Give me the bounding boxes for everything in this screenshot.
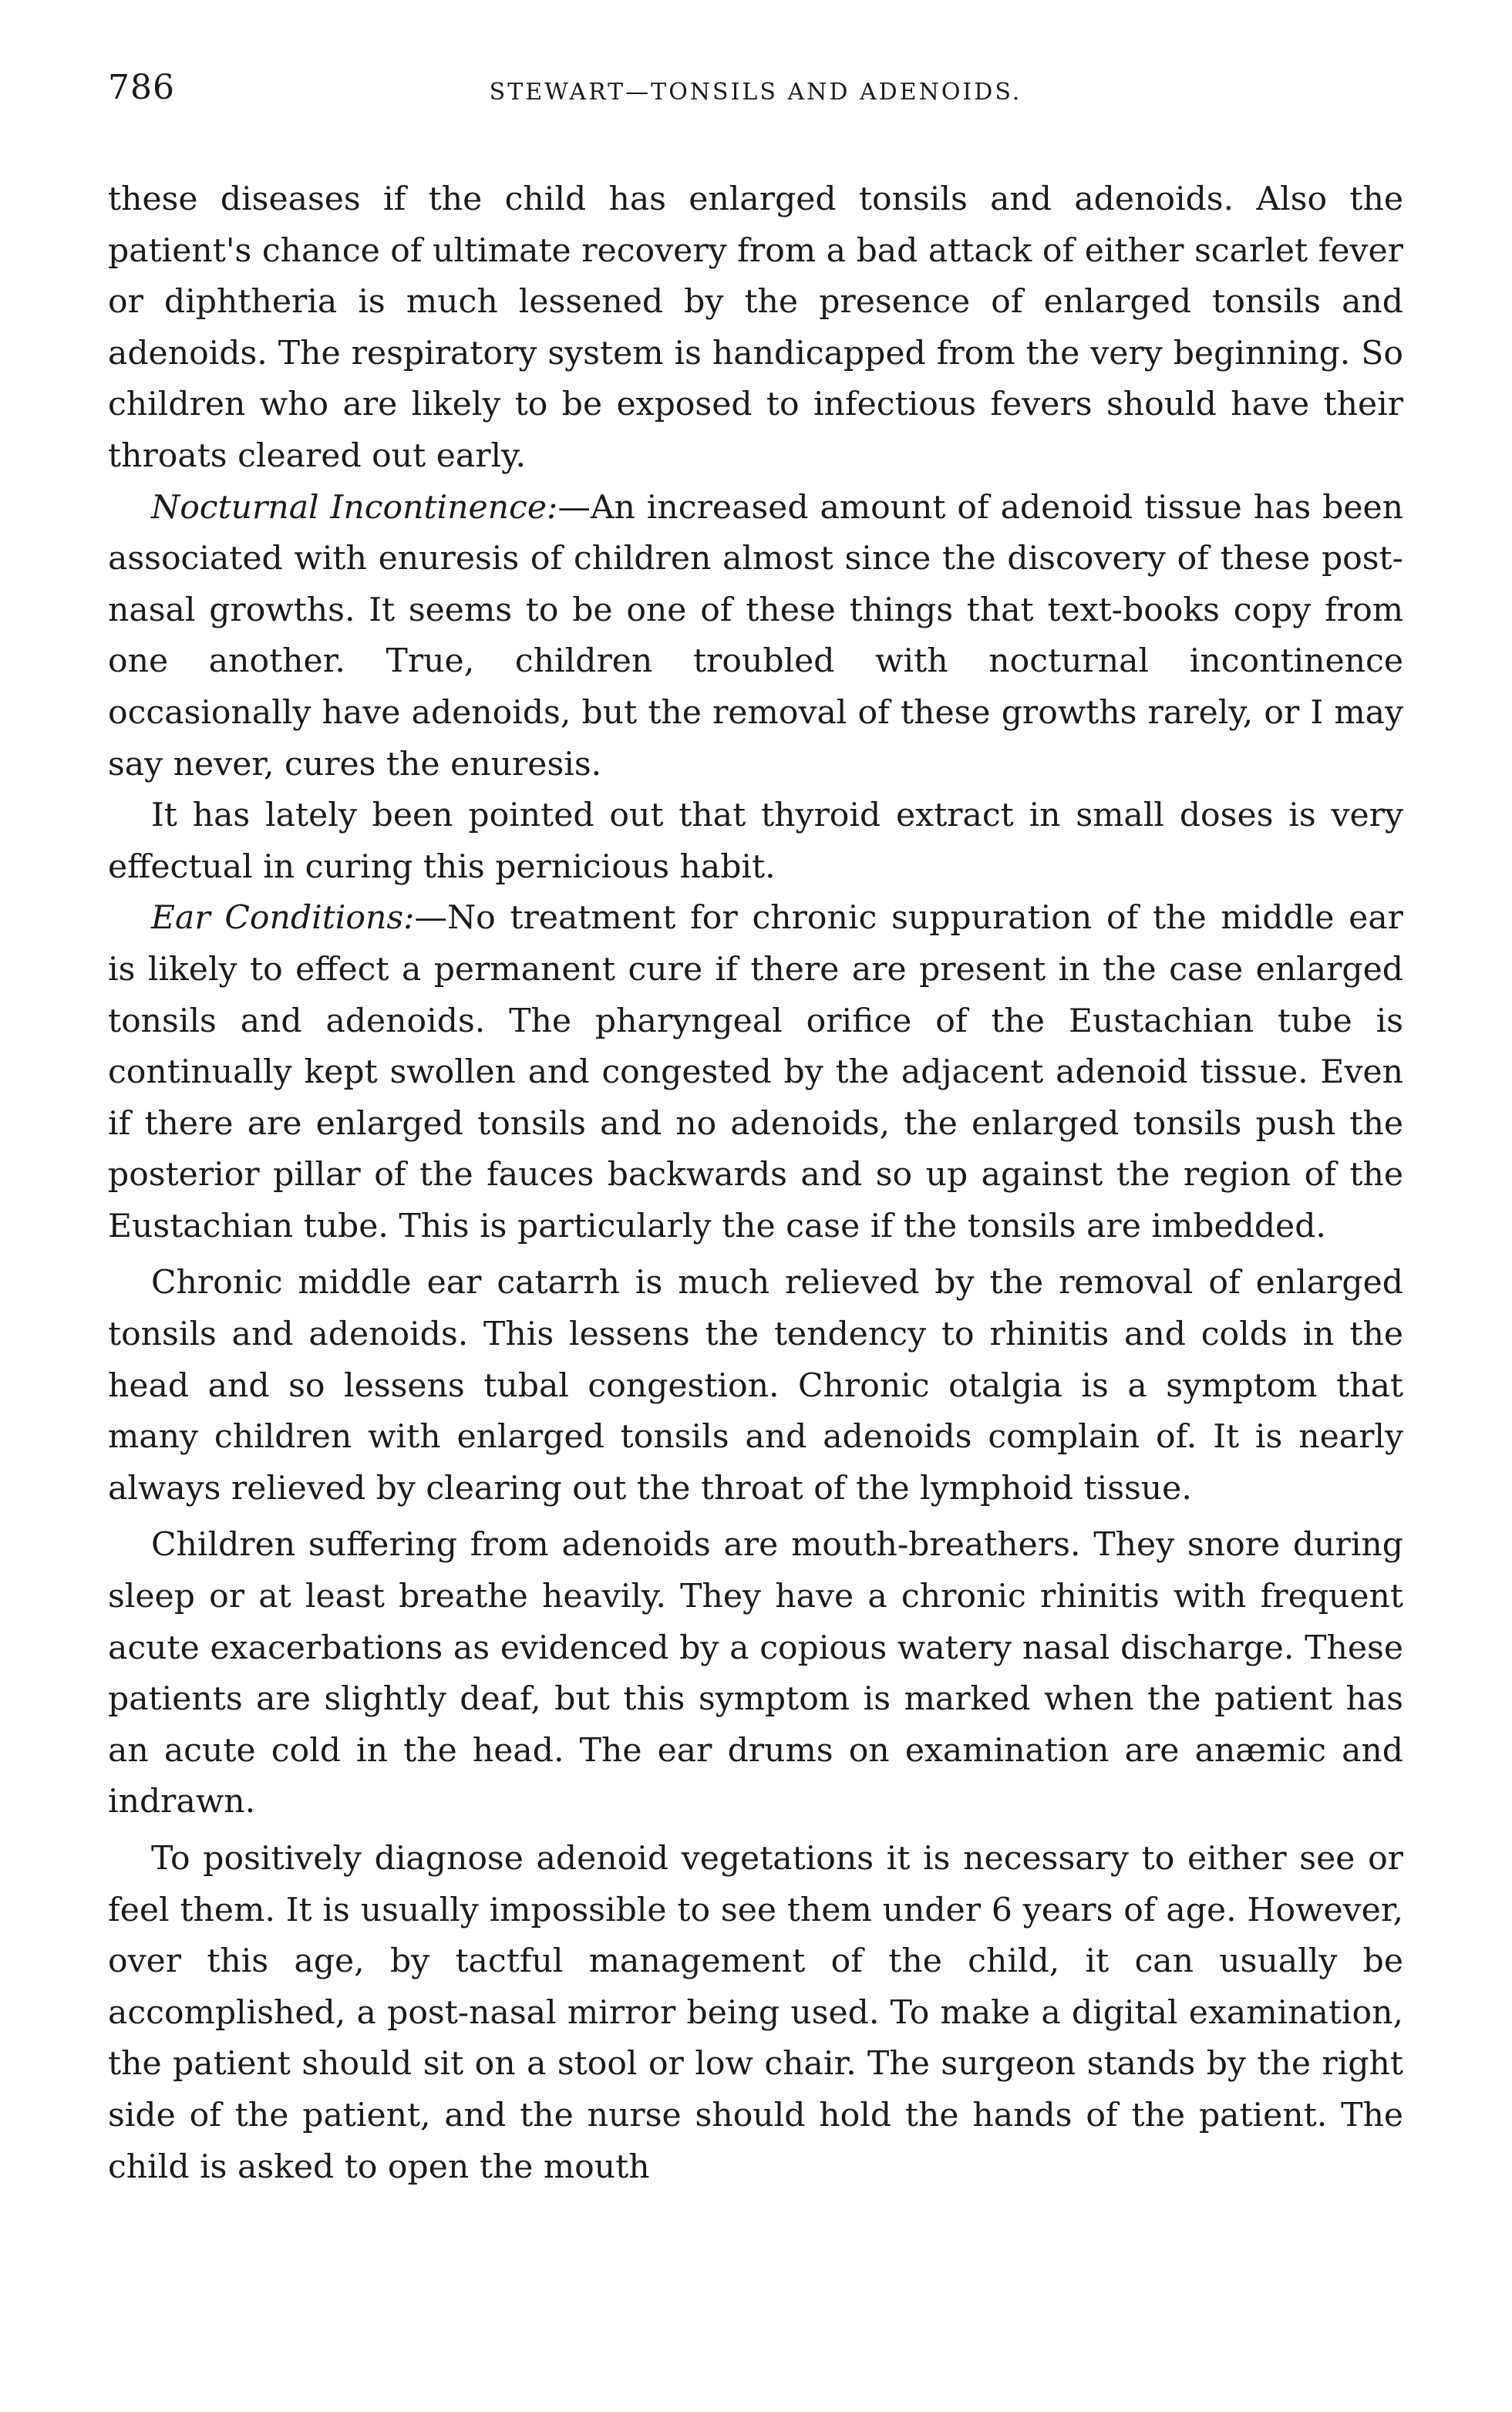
running-head: STEWART—TONSILS AND ADENOIDS. [489,79,1022,106]
document-page [108,62,1403,2193]
paragraph-ear-conditions [108,893,1403,1252]
paragraph-middle-ear-catarrh [108,1258,1403,1514]
paragraph-text: To positively diagnose adenoid vegetations it is necessary to either see or feel them. It is usually impossible to see them under 6 years of age. However, over this age, by tactful management of the child, it can usually be accomplished, a post-nasal mirror being used. To make a digital examination, the patient should sit on a stool or low chair. The surgeon stands by the right side of the patient, and the nurse should hold the hands of the patient. The child is asked to open the mouth [108,1840,1403,2186]
paragraph-diagnosis [108,1834,1403,2193]
paragraph-thyroid-extract [108,790,1403,893]
paragraph-text: Children suffering from adenoids are mouth-breathers. They snore during sleep or at least breathe heavily. They have a chronic rhinitis with frequent acute exacerbations as evidenced by a copious watery nasal discharge. These patients are slightly deaf, but this symptom is marked when the patient has an acute cold in the head. The ear drums on examination are anæmic and indrawn. [108,1526,1403,1821]
paragraph-text: —An increased amount of adenoid tissue has been associated with enuresis of children almost since the discovery of these post-nasal growths. It seems to be one of these things that text-books copy from one another. True, children troubled with nocturnal incontinence occasionally have adenoids, but the removal of these growths rarely, or I may say never, cures the enuresis. [108,488,1404,783]
page-number: 786 [108,68,175,107]
page-header [108,62,1403,123]
paragraph-mouth-breathers [108,1520,1403,1828]
paragraph-text: —No treatment for chronic suppuration of the middle ear is likely to effect a permanent cure if there are present in the case enlarged tonsils and adenoids. The pharyngeal orifice of the Eustachian tube is continually kept swollen and congested by the adjacent adenoid tissue. Even if there are enlarged tonsils and no adenoids, the enlarged tonsils push the posterior pillar of the fauces backwards and so up against the region of the Eustachian tube. This is particularly the case if the tonsils are imbedded. [108,899,1403,1245]
paragraph-fevers [108,174,1403,483]
paragraph-text: It has lately been pointed out that thyroid extract in small doses is very effectual in curing this pernicious habit. [108,797,1403,886]
paragraph-text: these diseases if the child has enlarged tonsils and adenoids. Also the patient's chance of ultimate recovery from a bad attack of either scarlet fever or diphtheria is much lessened by the presence of enlarged tonsils and adenoids. The respiratory system is handicapped from the very beginning. So children who are likely to be exposed to infectious fevers should have their throats cleared out early. [108,180,1403,475]
section-heading-nocturnal-incontinence: Nocturnal Incontinence: [151,488,558,527]
paragraph-text: Chronic middle ear catarrh is much relieved by the removal of enlarged tonsils and adenoids. This lessens the tendency to rhinitis and colds in the head and so lessens tubal congestion. Chronic otalgia is a symptom that many children with enlarged tonsils and adenoids complain of. It is nearly always relieved by clearing out the throat of the lymphoid tissue. [108,1264,1403,1508]
body-text [108,174,1403,2193]
section-heading-ear-conditions: Ear Conditions: [151,899,415,938]
paragraph-nocturnal-incontinence [108,483,1403,791]
